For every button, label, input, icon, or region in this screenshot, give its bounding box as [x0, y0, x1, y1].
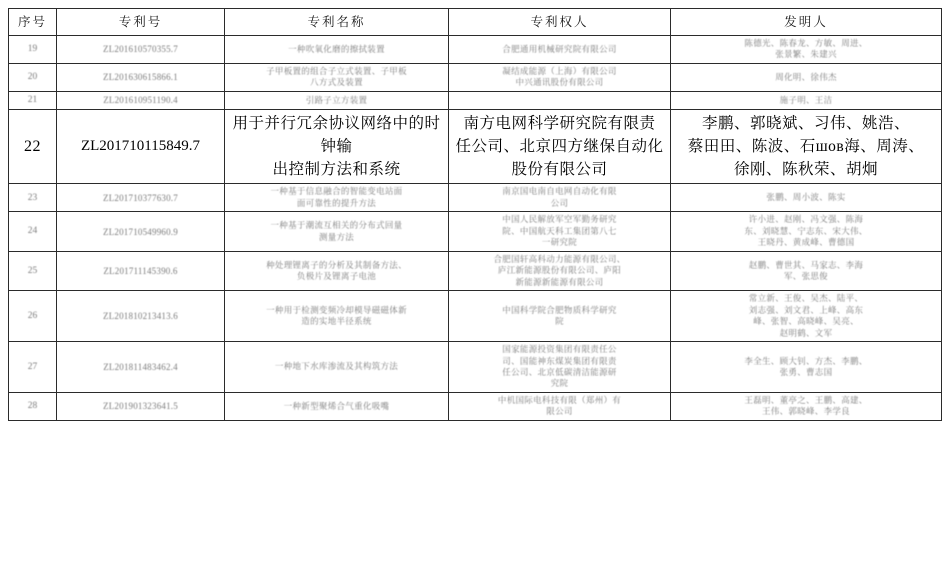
cell-patent-owner-line: 任公司、北京低碳清洁能源研	[502, 367, 617, 377]
cell-index: 21	[9, 91, 57, 109]
cell-patent-owner-line: 新能源新能源有限公司	[515, 276, 604, 287]
table-row[interactable]	[9, 291, 942, 342]
cell-patent-number: ZL201710377630.7	[57, 184, 225, 212]
cell-patent-owner	[449, 109, 671, 184]
column-header-patent-title: 专利名称	[225, 9, 449, 36]
cell-patent-title-line: 用于并行冗余协议网络中的时钟输	[232, 114, 441, 155]
table-row[interactable]	[9, 392, 942, 420]
column-header-patent-number: 专利号	[57, 9, 225, 36]
cell-inventors	[671, 251, 942, 290]
cell-patent-number: ZL201710115849.7	[57, 109, 225, 184]
table-row[interactable]	[9, 109, 942, 184]
cell-patent-owner	[449, 342, 671, 393]
cell-patent-owner-line: 公司	[550, 197, 569, 208]
table-row[interactable]	[9, 184, 942, 212]
cell-patent-title	[225, 251, 449, 290]
cell-patent-owner	[449, 184, 671, 212]
cell-patent-title	[225, 342, 449, 393]
cell-patent-owner	[449, 392, 671, 420]
cell-patent-owner-line: 中机国际电科技有限（郑州）有	[497, 394, 622, 405]
cell-inventors	[671, 184, 942, 212]
cell-patent-title-line: 八方式及装置	[310, 77, 363, 88]
cell-inventors-line: 王磊明、董亭之、王鹏、高建、	[744, 394, 868, 405]
cell-inventors	[671, 91, 942, 109]
cell-patent-owner	[449, 63, 671, 91]
cell-inventors-line: 王伟、郭晓峰、李学良	[761, 406, 850, 417]
cell-patent-title	[225, 36, 449, 64]
cell-patent-title-line: 面可靠性的提升方法	[296, 197, 377, 208]
cell-patent-number: ZL201901323641.5	[57, 392, 225, 420]
cell-patent-owner	[449, 36, 671, 64]
cell-index: 24	[9, 212, 57, 251]
cell-inventors-line: 周化明、徐伟杰	[775, 71, 837, 82]
cell-patent-title-line: 引路子立方装置	[305, 94, 368, 105]
cell-patent-owner-line: 合肥通用机械研究院有限公司	[502, 43, 617, 54]
cell-patent-owner-line: 究院	[550, 378, 569, 389]
table-row[interactable]	[9, 212, 942, 251]
cell-patent-owner-line: 一研究院	[541, 237, 578, 248]
cell-patent-title	[225, 291, 449, 342]
cell-index: 25	[9, 251, 57, 290]
cell-patent-title-line: 一种吹氧化磨的擦拭装置	[288, 43, 385, 54]
cell-patent-owner-line: 院	[555, 316, 564, 327]
cell-inventors-line: 王晓丹、黄成峰、曹德国	[757, 237, 855, 248]
cell-patent-owner	[449, 291, 671, 342]
patent-table	[8, 8, 942, 421]
table-row[interactable]	[9, 63, 942, 91]
cell-inventors-line: 张鹏、周小波、陈实	[766, 192, 846, 203]
cell-patent-owner-line: 股份有限公司	[511, 161, 608, 179]
cell-patent-owner	[449, 251, 671, 290]
cell-inventors-line: 峰、张智、高晓峰、吴亮、	[753, 316, 859, 327]
cell-patent-title	[225, 91, 449, 109]
cell-inventors-line: 徐刚、陈秋荣、胡炯	[733, 161, 878, 179]
cell-patent-owner-line: 司、国能神东煤炭集团有限责	[502, 355, 617, 366]
cell-patent-number: ZL201711145390.6	[57, 251, 225, 290]
cell-inventors-line: 许小进、赵刚、冯文强、陈海	[748, 214, 864, 225]
cell-index: 20	[9, 63, 57, 91]
table-body	[9, 36, 942, 421]
cell-inventors-line: 军、张思俊	[783, 270, 828, 281]
cell-inventors-line: 刘志强、刘文君、上峰、高东	[748, 304, 864, 315]
cell-patent-title-line: 一种基于信息融合的智能变电站面	[270, 186, 403, 197]
cell-index: 22	[9, 109, 57, 184]
cell-patent-number: ZL201811483462.4	[57, 342, 225, 393]
table-row[interactable]	[9, 342, 942, 393]
cell-inventors-line: 施子明、王洁	[779, 94, 833, 105]
cell-patent-title-line: 一种地下水库渗流及其构筑方法	[274, 361, 399, 372]
cell-inventors-line: 赵明鹤、文军	[779, 327, 833, 338]
cell-patent-title-line: 一种新型聚烯合气重化吸嘴	[283, 400, 390, 411]
table-row[interactable]	[9, 36, 942, 64]
cell-patent-owner-line: 限公司	[546, 406, 573, 417]
cell-patent-title	[225, 109, 449, 184]
cell-inventors	[671, 342, 942, 393]
cell-patent-title-line: 测量方法	[318, 231, 355, 242]
cell-inventors	[671, 291, 942, 342]
cell-patent-title-line: 出控制方法和系统	[272, 161, 401, 179]
column-header-inventors: 发明人	[671, 9, 942, 36]
cell-inventors	[671, 63, 942, 91]
cell-patent-owner-line: 国家能源投资集团有限责任公	[502, 344, 617, 355]
cell-patent-owner-line: 庐江新能源股份有限公司、庐阳	[497, 265, 622, 276]
cell-index: 26	[9, 291, 57, 342]
cell-patent-owner-line: 凝结成能源（上海）有限公司	[502, 65, 617, 76]
table-header-row	[9, 9, 942, 36]
column-header-patent-owner: 专利权人	[449, 9, 671, 36]
cell-patent-number: ZL201610570355.7	[57, 36, 225, 64]
cell-patent-title-line: 一种用于检测变频冷却模导磁磁体新	[266, 304, 407, 315]
cell-patent-owner-line: 中国人民解放军空军勤务研究	[502, 214, 617, 225]
cell-patent-number: ZL201630615866.1	[57, 63, 225, 91]
cell-index: 28	[9, 392, 57, 420]
cell-index: 19	[9, 36, 57, 64]
table-header	[9, 9, 942, 36]
cell-patent-owner-line: 院、中国航天科工集团第八七	[502, 225, 617, 236]
cell-inventors-line: 张勇、曹志国	[779, 367, 833, 377]
cell-patent-owner	[449, 212, 671, 251]
table-row[interactable]	[9, 251, 942, 290]
cell-patent-number: ZL201710549960.9	[57, 212, 225, 251]
cell-patent-owner-line: 中兴通讯股份有限公司	[515, 77, 604, 88]
cell-inventors	[671, 212, 942, 251]
column-header-index: 序号	[9, 9, 57, 36]
cell-inventors-line: 李鹏、郭晓斌、习伟、姚浩、	[701, 114, 910, 132]
cell-inventors-line: 赵鹏、曹世其、马家志、李海	[748, 259, 864, 270]
cell-inventors	[671, 36, 942, 64]
table-row[interactable]	[9, 91, 942, 109]
cell-inventors-line: 李全生、顾大钊、方杰、李鹏、	[744, 355, 868, 366]
cell-patent-title-line: 负极片及锂离子电池	[296, 270, 377, 281]
cell-inventors-line: 蔡田田、陈波、石шов海、周涛、	[687, 137, 925, 155]
cell-patent-owner	[449, 91, 671, 109]
cell-inventors-line: 东、刘晓慧、宁志东、宋大伟、	[744, 225, 868, 236]
cell-patent-title-line: 一种基于潮流互相关的分布式回量	[270, 220, 403, 231]
cell-index: 27	[9, 342, 57, 393]
cell-patent-owner-line: 合肥国轩高科动力能源有限公司、	[493, 253, 626, 264]
cell-patent-owner-line: 南方电网科学研究院有限责	[463, 114, 656, 132]
cell-patent-number: ZL201610951190.4	[57, 91, 225, 109]
cell-patent-title-line: 种处理锂离子的分析及其制备方法、	[266, 259, 407, 270]
cell-patent-number: ZL201810213413.6	[57, 291, 225, 342]
cell-patent-title	[225, 212, 449, 251]
cell-patent-owner-line: 中国科学院合肥物质科学研究	[502, 304, 617, 315]
cell-patent-title-line: 子甲板置的组合子立式装置、子甲板	[266, 65, 407, 76]
cell-patent-owner-line: 任公司、北京四方继保自动化	[455, 137, 664, 155]
cell-patent-title	[225, 63, 449, 91]
cell-inventors-line: 常立新、王俊、吴杰、陆平、	[748, 293, 864, 304]
cell-inventors	[671, 109, 942, 184]
cell-patent-title	[225, 184, 449, 212]
cell-patent-title	[225, 392, 449, 420]
cell-inventors-line: 张景繁、朱建兴	[775, 49, 837, 60]
cell-inventors-line: 陈德光、陈春龙、方敏、周进、	[744, 38, 868, 48]
cell-patent-owner-line: 南京国电南自电网自动化有限	[502, 186, 617, 197]
cell-index: 23	[9, 184, 57, 212]
cell-patent-title-line: 造的实地半径系统	[301, 316, 372, 327]
cell-inventors	[671, 392, 942, 420]
